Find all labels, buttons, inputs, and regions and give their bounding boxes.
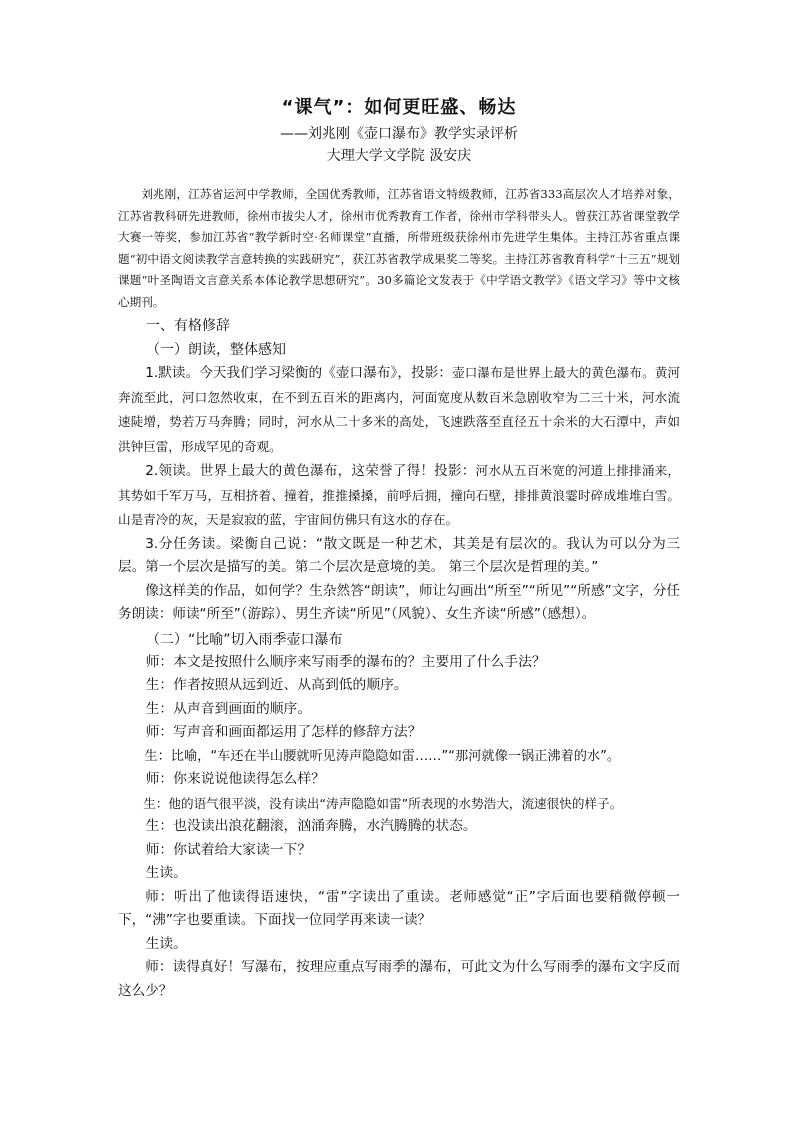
projection-text: 河水从五百米宽的河道上排排涌来，其势如千军万马，互相挤着、撞着，推推搡搡，前呼后拥，撞向石壁，排排黄浪霎时碎成堆堆白雪。山是青冷的灰，天是寂寂的蓝，宇宙间仿佛只有这水的存在。	[118, 463, 681, 527]
paragraph-silent-reading	[118, 361, 680, 459]
projection-text: 壶口瀑布是世界上最大的黄色瀑布。黄河奔流至此，河口忽然收束，在不到五百米的距离内，河面宽度从数百米急剧收窄为二三十米，河水流速陡增，势若万马奔腾；同时，河水从二十多米的高处，飞速跌落至直径五十余米的大石潭中，声如洪钟巨雷，形成罕见的奇观。	[118, 365, 681, 454]
author-affiliation: 大理大学文学院 汲安庆	[326, 148, 472, 164]
subsection-heading: （二）“比喻”切入雨季壶口瀑布	[146, 631, 343, 648]
dialogue-line: 生：比喻，“车还在半山腰就听见涛声隐隐如雷……”“那河就像一锅正沸着的水”。	[144, 748, 621, 764]
dialogue-line: 师：本文是按照什么顺序来写雨季的瀑布的？主要用了什么手法？	[145, 653, 546, 670]
dialogue-line: 生：也没读出浪花翻滚，汹涌奔腾，水汽腾腾的状态。	[145, 818, 477, 834]
paragraph-teacher-feedback: 师：听出了他读得语速快，“雷”字读出了重读。老师感觉“正”字后面也要稍微停顿一下，“沸”字也要重读。下面找一位同学再来读一读？	[118, 888, 680, 928]
dialogue-line: 师：你试着给大家读一下？	[145, 841, 312, 858]
paragraph-task-reading: 3.分任务读。梁衡自己说：“散文既是一种艺术，其美是有层次的。我认为可以分为三层。第一个层次是描写的美。第二个层次是意境的美。 第三个层次是哲理的美。”	[118, 535, 680, 575]
paragraph-lead-reading	[118, 459, 680, 533]
document-page	[118, 96, 680, 1003]
section-heading: 一、有格修辞	[146, 318, 230, 334]
dialogue-line: 生：他的语气很平淡，没有读出“涛声隐隐如雷”所表现的水势浩大，流速很快的样子。	[143, 795, 623, 811]
author-bio: 刘兆刚，江苏省运河中学教师，全国优秀教师，江苏省语文特级教师，江苏省333高层次人才培养对象，江苏省教科研先进教师，徐州市拔尖人才，徐州市优秀教育工作者，徐州市学科带头人。曾获江苏省课堂教学大赛一等奖，参加江苏省“教学新时空·名师课堂”直播，所带班级获徐州市先进学生集体。主持江苏省重点课题“初中语文阅读教学言意转换的实践研究”，获江苏省教学成果奖二等奖。主持江苏省教育科学“十三五”规划课题“叶圣陶语文言意关系本体论教学思想研究”。30多篇论文发表于《中学语文教学》《语文学习》等中文核心期刊。	[118, 187, 680, 309]
dialogue-line: 师：你来说说他读得怎么样？	[145, 771, 325, 787]
article-title: “课气”：如何更旺盛、畅达	[281, 97, 517, 118]
paragraph-teacher-question: 师：读得真好！写瀑布，按理应重点写雨季的瀑布，可此文为什么写雨季的瀑布文字反而这么少？	[118, 959, 680, 999]
dialogue-line: 师：写声音和画面都运用了怎样的修辞方法？	[145, 724, 422, 740]
subsection-heading: （一）朗读，整体感知	[146, 342, 286, 358]
dialogue-line: 生读。	[145, 865, 187, 881]
dialogue-line: 生：从声音到画面的顺序。	[145, 700, 312, 717]
paragraph-lead: 1.默读。今天我们学习梁衡的《壶口瀑布》，投影：	[145, 365, 453, 381]
paragraph-lead: 2.领读。世界上最大的黄色瀑布，这荣誉了得！投影：	[145, 463, 476, 479]
article-subtitle: ——刘兆刚《壶口瀑布》教学实录评析	[280, 126, 518, 142]
dialogue-line: 生读。	[145, 935, 187, 952]
dialogue-line: 生：作者按照从远到近、从高到低的顺序。	[145, 677, 408, 693]
paragraph-reading-plan: 像这样美的作品，如何学？生杂然答“朗读”，师让勾画出“所至”“所见”“所感”文字，分任务朗读：师读“所至”（游踪）、男生齐读“所见”（风貌）、女生齐读“所感”（感想）。	[118, 582, 680, 622]
